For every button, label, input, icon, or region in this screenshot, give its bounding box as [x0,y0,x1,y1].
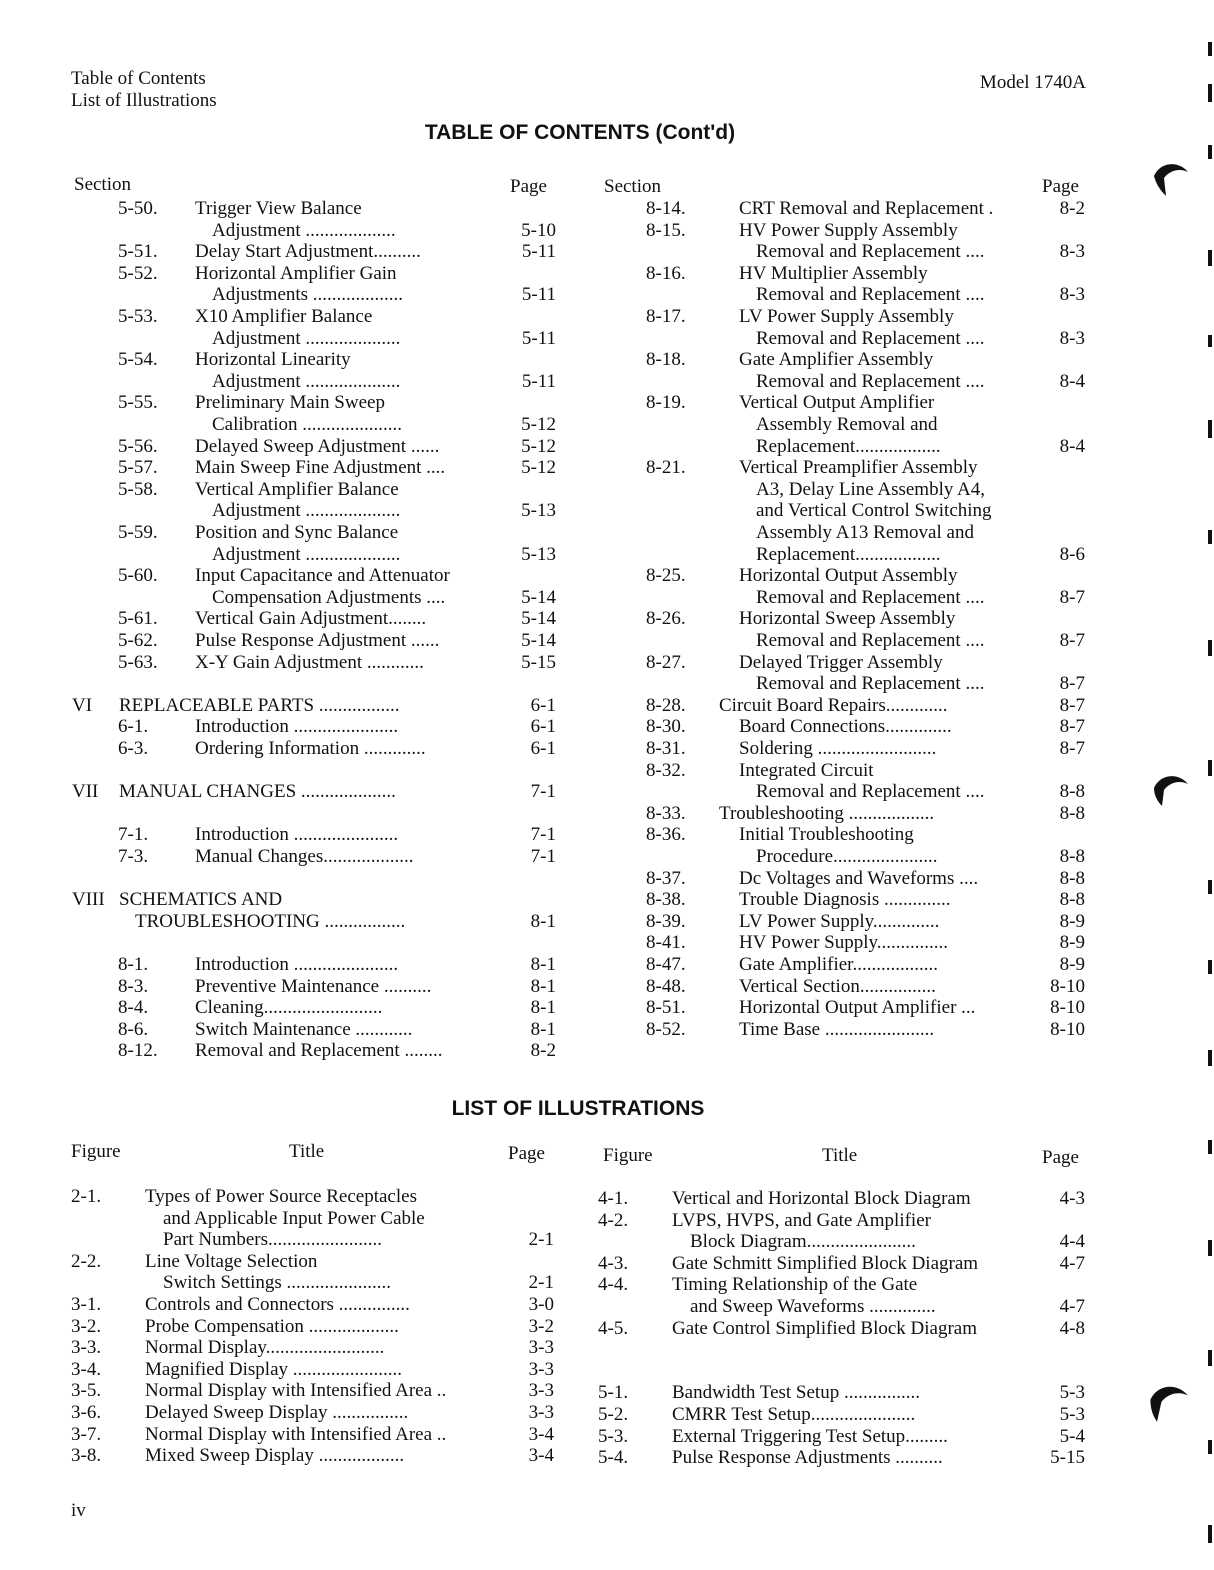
figure-entry-page: 5-15 [1050,1447,1085,1469]
figure-entry-title-continued: and Applicable Input Power Cable [163,1207,425,1229]
section-title: SCHEMATICS AND [119,889,283,911]
toc-entry-number: 8-28. [646,694,686,716]
figure-entry-title: Delayed Sweep Display ................ [145,1402,409,1423]
toc-entry-number: 8-12. [118,1040,158,1062]
section-roman-numeral: VIII [72,889,105,911]
toc-entry-title-continued: Assembly A13 Removal and [756,522,974,543]
toc-left-page-header: Page [510,176,547,197]
toc-entry-page: 8-9 [1059,932,1085,954]
toc-entry-title-continued: Adjustment .................... [212,327,401,349]
toc-entry-title: Introduction ...................... [195,954,399,975]
toc-entry-page: 5-14 [521,608,556,630]
toc-entry-number: 8-26. [646,608,686,630]
toc-entry-number: 5-63. [118,651,158,673]
figure-entry-title: Gate Schmitt Simplified Block Diagram [672,1252,979,1274]
figure-entry-number: 4-3. [598,1252,629,1274]
figure-entry-page: 3-3 [528,1337,554,1359]
toc-entry-title-continued: Adjustment ................... [212,219,396,241]
figure-entry-page: 4-3 [1059,1188,1085,1209]
toc-entry-title: Horizontal Amplifier Gain [195,262,397,284]
toc-entry-title: Dc Voltages and Waveforms .... [739,867,979,889]
header-left-line1: Table of Contents [71,68,206,89]
toc-right-section-header: Section [604,176,661,197]
figure-entry-number: 3-5. [71,1380,102,1402]
figure-entry-number: 4-4. [598,1274,629,1296]
figure-entry-title-continued: Part Numbers........................ [163,1229,383,1251]
figure-entry-number: 3-8. [71,1445,102,1467]
section-roman-numeral: VII [72,781,99,803]
toc-entry-page: 5-11 [521,284,556,306]
figure-entry-number: 4-2. [598,1209,629,1231]
toc-entry-title-continued: Removal and Replacement .... [756,781,985,803]
toc-entry-title-continued: Removal and Replacement .... [756,327,985,349]
toc-entry-page: 8-3 [1059,241,1085,263]
toc-entry-title: Removal and Replacement ........ [195,1040,443,1062]
toc-entry-page: 8-8 [1059,889,1085,911]
figure-entry-page: 3-4 [528,1423,554,1445]
toc-entry-page: 6-1 [530,694,556,716]
figure-entry-number: 4-1. [598,1188,629,1209]
figure-entry-title: Mixed Sweep Display .................. [145,1445,405,1467]
figure-entry-number: 5-1. [598,1382,629,1404]
toc-entry-title: Horizontal Output Assembly [739,565,958,587]
figure-entry-number: 3-7. [71,1423,102,1445]
toc-entry-number: 5-59. [118,522,158,543]
toc-entry-title: Vertical Gain Adjustment........ [195,608,427,630]
toc-entry-title-continued: A3, Delay Line Assembly A4, [756,478,986,500]
toc-entry-title: LV Power Supply Assembly [739,306,954,327]
figure-entry-page: 3-2 [528,1315,554,1337]
figure-entry-title: Bandwidth Test Setup ................ [672,1382,920,1404]
toc-entry-page: 8-1 [530,975,556,997]
section-title: MANUAL CHANGES .................... [119,781,396,803]
figure-entry-number: 3-2. [71,1315,102,1337]
toc-entry-page: 5-12 [521,457,556,479]
figure-entry-number: 3-6. [71,1402,102,1423]
toc-entry-page: 8-1 [530,954,556,975]
loi-right-figure-header: Figure [603,1145,653,1166]
loi-right-title-header: Title [822,1145,858,1166]
toc-entry-page: 8-7 [1059,694,1085,716]
figure-entry-title: LVPS, HVPS, and Gate Amplifier [672,1209,931,1231]
toc-entry-number: 8-1. [118,954,149,975]
figure-entry-title: Normal Display with Intensified Area .. [145,1423,447,1445]
toc-entry-number: 8-19. [646,392,686,414]
toc-entry-page: 8-8 [1059,846,1085,867]
toc-entry-page: 8-3 [1059,284,1085,306]
toc-entry-title-continued: Calibration ..................... [212,414,402,435]
toc-entry-page: 5-14 [521,586,556,608]
toc-entry-number: 5-62. [118,630,158,651]
toc-entry-number: 5-57. [118,457,158,479]
toc-entry-number: 8-4. [118,997,149,1019]
toc-entry-page: 7-1 [530,824,556,846]
toc-entry-title: Vertical Amplifier Balance [195,478,399,500]
toc-entry-number: 8-21. [646,457,686,479]
toc-entry-title-continued: Adjustment .................... [212,500,401,522]
figure-entry-page: 5-3 [1059,1382,1085,1404]
figure-entry-number: 5-3. [598,1425,629,1447]
toc-entry-title: X10 Amplifier Balance [195,306,373,327]
toc-entry-title: Delayed Sweep Adjustment ...... [195,435,440,457]
toc-entry-title-continued: Removal and Replacement .... [756,630,985,651]
toc-entry-title: Ordering Information ............. [195,738,426,759]
toc-entry-page: 5-13 [521,543,556,565]
toc-entry-page: 8-10 [1050,1018,1085,1040]
toc-entry-title: Pulse Response Adjustment ...... [195,630,440,651]
toc-entry-number: 8-32. [646,759,686,781]
toc-entry-page: 7-1 [530,781,556,803]
figure-entry-title: Vertical and Horizontal Block Diagram [672,1188,971,1209]
figure-entry-number: 5-2. [598,1404,629,1425]
toc-entry-page: 5-11 [521,327,556,349]
scan-smudge-mark [1146,1380,1190,1424]
toc-entry-number: 8-27. [646,651,686,673]
toc-left-section-header: Section [74,174,131,195]
toc-entry-title: HV Power Supply Assembly [739,219,958,241]
figure-entry-page: 4-4 [1059,1231,1085,1253]
toc-entry-title: Manual Changes................... [195,846,414,867]
scan-smudge-mark [1150,158,1190,198]
figure-entry-title: Timing Relationship of the Gate [672,1274,918,1296]
toc-entry-page: 8-7 [1059,716,1085,738]
section-title: REPLACEABLE PARTS ................. [119,694,400,716]
toc-entry-title: Cleaning......................... [195,997,383,1019]
toc-entry-title-continued: Removal and Replacement .... [756,673,985,695]
toc-entry-number: 6-3. [118,738,149,759]
toc-entry-title-continued: Removal and Replacement .... [756,586,985,608]
figure-entry-number: 3-1. [71,1294,102,1315]
toc-entry-title: Gate Amplifier.................. [739,954,938,975]
toc-entry-title: Horizontal Output Amplifier ... [739,997,976,1019]
figure-entry-title: CMRR Test Setup...................... [672,1404,916,1425]
toc-entry-title-continued: Adjustments ................... [212,284,404,306]
toc-entry-page: 5-12 [521,414,556,435]
figure-entry-page: 3-3 [528,1380,554,1402]
toc-entry-page: 8-2 [1059,198,1085,219]
toc-entry-number: 8-41. [646,932,686,954]
toc-title: TABLE OF CONTENTS (Cont'd) [424,121,736,144]
toc-entry-number: 8-37. [646,867,686,889]
toc-entry-page: 5-12 [521,435,556,457]
loi-left-page-header: Page [508,1143,545,1164]
toc-entry-number: 5-51. [118,241,158,263]
toc-entry-title: Circuit Board Repairs............. [719,694,948,716]
toc-right-page-header: Page [1042,176,1079,197]
figure-entry-number: 2-1. [71,1186,102,1207]
figure-entry-number: 4-5. [598,1317,629,1339]
figure-entry-number: 3-4. [71,1358,102,1380]
toc-entry-title: Horizontal Sweep Assembly [739,608,956,630]
toc-entry-number: 8-48. [646,975,686,997]
figure-entry-page: 3-3 [528,1358,554,1380]
toc-entry-title: Vertical Output Amplifier [739,392,935,414]
toc-entry-title: Preliminary Main Sweep [195,392,385,414]
toc-entry-page: 8-9 [1059,910,1085,932]
toc-entry-title: Vertical Section................ [739,975,936,997]
toc-entry-title: Vertical Preamplifier Assembly [739,457,978,479]
toc-entry-page: 7-1 [530,846,556,867]
toc-entry-page: 5-14 [521,630,556,651]
toc-entry-title: HV Power Supply............... [739,932,949,954]
toc-entry-number: 5-60. [118,565,158,587]
toc-entry-page: 5-13 [521,500,556,522]
figure-entry-title: Magnified Display ....................... [145,1358,403,1380]
toc-entry-number: 8-18. [646,349,686,371]
toc-entry-number: 5-53. [118,306,158,327]
figure-entry-page: 4-7 [1059,1296,1085,1317]
toc-entry-page: 5-11 [521,370,556,392]
figure-entry-title-continued: Block Diagram....................... [690,1231,916,1253]
toc-entry-page: 8-7 [1059,630,1085,651]
toc-entry-page: 8-1 [530,910,556,932]
header-model: Model 1740A [979,72,1086,93]
toc-entry-page: 8-4 [1059,435,1085,457]
toc-entry-number: 8-52. [646,1018,686,1040]
toc-entry-number: 8-38. [646,889,686,911]
toc-entry-title-continued: Removal and Replacement .... [756,284,985,306]
toc-entry-number: 5-54. [118,349,158,371]
figure-entry-title-continued: and Sweep Waveforms .............. [690,1296,936,1317]
toc-entry-number: 8-14. [646,198,686,219]
toc-entry-page: 8-2 [530,1040,556,1062]
toc-entry-number: 8-16. [646,262,686,284]
toc-entry-page: 6-1 [530,738,556,759]
toc-entry-number: 8-15. [646,219,686,241]
figure-entry-title: Line Voltage Selection [145,1250,318,1272]
toc-entry-number: 5-52. [118,262,158,284]
figure-entry-number: 2-2. [71,1250,102,1272]
toc-entry-page: 8-1 [530,997,556,1019]
section-roman-numeral: VI [72,694,93,716]
toc-entry-title: Input Capacitance and Attenuator [195,565,450,587]
figure-entry-page: 2-1 [528,1272,554,1294]
toc-entry-title: Gate Amplifier Assembly [739,349,934,371]
toc-entry-title-continued: TROUBLESHOOTING ................. [135,910,406,932]
figure-entry-title: Gate Control Simplified Block Diagram [672,1317,978,1339]
toc-entry-title: CRT Removal and Replacement . [739,198,994,219]
toc-entry-title: Preventive Maintenance .......... [195,975,432,997]
toc-entry-title: Board Connections.............. [739,716,952,738]
figure-entry-page: 3-4 [528,1445,554,1467]
toc-entry-title: Time Base ....................... [739,1018,935,1040]
toc-entry-page: 8-1 [530,1018,556,1040]
toc-entry-title-continued: and Vertical Control Switching [756,500,992,522]
figure-entry-title-continued: Switch Settings ...................... [163,1272,392,1294]
toc-entry-page: 8-8 [1059,867,1085,889]
toc-entry-page: 8-8 [1059,802,1085,824]
loi-title: LIST OF ILLUSTRATIONS [451,1097,705,1120]
figure-entry-number: 5-4. [598,1447,629,1469]
toc-entry-number: 5-58. [118,478,158,500]
toc-entry-page: 5-10 [521,219,556,241]
toc-entry-title-continued: Compensation Adjustments .... [212,586,446,608]
figure-entry-page: 4-8 [1059,1317,1085,1339]
toc-entry-title: Delayed Trigger Assembly [739,651,943,673]
loi-left-figure-header: Figure [71,1141,121,1162]
toc-entry-page: 8-7 [1059,586,1085,608]
toc-entry-title-continued: Removal and Replacement .... [756,241,985,263]
figure-entry-page: 5-3 [1059,1404,1085,1425]
toc-entry-title: Trigger View Balance [195,198,362,219]
toc-entry-number: 5-61. [118,608,158,630]
toc-entry-number: 8-6. [118,1018,149,1040]
toc-entry-page: 8-3 [1059,327,1085,349]
toc-entry-page: 8-7 [1059,673,1085,695]
figure-entry-page: 4-7 [1059,1252,1085,1274]
toc-entry-number: 8-30. [646,716,686,738]
toc-entry-title-continued: Adjustment .................... [212,543,401,565]
toc-entry-title-continued: Adjustment .................... [212,370,401,392]
toc-entry-number: 8-33. [646,802,686,824]
toc-entry-page: 8-7 [1059,738,1085,759]
toc-entry-number: 8-36. [646,824,686,846]
toc-entry-number: 5-55. [118,392,158,414]
toc-entry-page: 6-1 [530,716,556,738]
toc-entry-number: 8-51. [646,997,686,1019]
toc-entry-title-continued: Procedure...................... [756,846,938,867]
figure-entry-title: Normal Display......................... [145,1337,385,1359]
scan-smudge-mark [1150,770,1190,810]
toc-entry-title: Introduction ...................... [195,824,399,846]
toc-entry-number: 8-25. [646,565,686,587]
toc-entry-title-continued: Replacement.................. [756,543,941,565]
toc-entry-title: Introduction ...................... [195,716,399,738]
toc-entry-number: 6-1. [118,716,149,738]
toc-entry-number: 7-3. [118,846,149,867]
toc-entry-number: 8-3. [118,975,149,997]
page-number: iv [71,1500,86,1521]
toc-entry-title: Soldering ......................... [739,738,937,759]
toc-entry-page: 8-8 [1059,781,1085,803]
toc-entry-title: HV Multiplier Assembly [739,262,928,284]
toc-entry-number: 8-31. [646,738,686,759]
toc-entry-title: Horizontal Linearity [195,349,351,371]
toc-entry-page: 8-6 [1059,543,1085,565]
toc-entry-title: Integrated Circuit [739,759,874,781]
figure-entry-title: Probe Compensation ................... [145,1315,399,1337]
figure-entry-title: Pulse Response Adjustments .......... [672,1447,943,1469]
toc-entry-title: Initial Troubleshooting [739,824,914,846]
toc-entry-number: 5-56. [118,435,158,457]
toc-entry-page: 8-4 [1059,370,1085,392]
toc-entry-title-continued: Removal and Replacement .... [756,370,985,392]
toc-entry-page: 8-10 [1050,997,1085,1019]
figure-entry-page: 3-3 [528,1402,554,1423]
toc-entry-number: 8-39. [646,910,686,932]
figure-entry-title: Controls and Connectors ............... [145,1294,410,1315]
toc-entry-page: 5-11 [521,241,556,263]
toc-entry-page: 5-15 [521,651,556,673]
figure-entry-number: 3-3. [71,1337,102,1359]
toc-entry-number: 5-50. [118,198,158,219]
toc-entry-title: Position and Sync Balance [195,522,399,543]
toc-entry-title: Delay Start Adjustment.......... [195,241,421,263]
loi-right-page-header: Page [1042,1147,1079,1168]
toc-entry-number: 8-17. [646,306,686,327]
header-left-line2: List of Illustrations [71,90,217,111]
figure-entry-title: Types of Power Source Receptacles [145,1186,417,1207]
toc-entry-title: Main Sweep Fine Adjustment .... [195,457,446,479]
figure-entry-title: Normal Display with Intensified Area .. [145,1380,447,1402]
toc-entry-number: 8-47. [646,954,686,975]
toc-entry-title: Troubleshooting .................. [719,802,935,824]
figure-entry-title: External Triggering Test Setup......... [672,1425,948,1447]
toc-entry-title: Switch Maintenance ............ [195,1018,413,1040]
toc-entry-title: LV Power Supply.............. [739,910,940,932]
toc-entry-page: 8-9 [1059,954,1085,975]
toc-entry-page: 8-10 [1050,975,1085,997]
toc-entry-title: Trouble Diagnosis .............. [739,889,951,911]
toc-entry-title-continued: Assembly Removal and [756,414,938,435]
figure-entry-page: 2-1 [528,1229,554,1251]
toc-entry-title: X-Y Gain Adjustment ............ [195,651,424,673]
figure-entry-page: 3-0 [528,1294,554,1315]
figure-entry-page: 5-4 [1059,1425,1085,1447]
toc-entry-title-continued: Replacement.................. [756,435,941,457]
loi-left-title-header: Title [289,1141,325,1162]
toc-entry-number: 7-1. [118,824,149,846]
